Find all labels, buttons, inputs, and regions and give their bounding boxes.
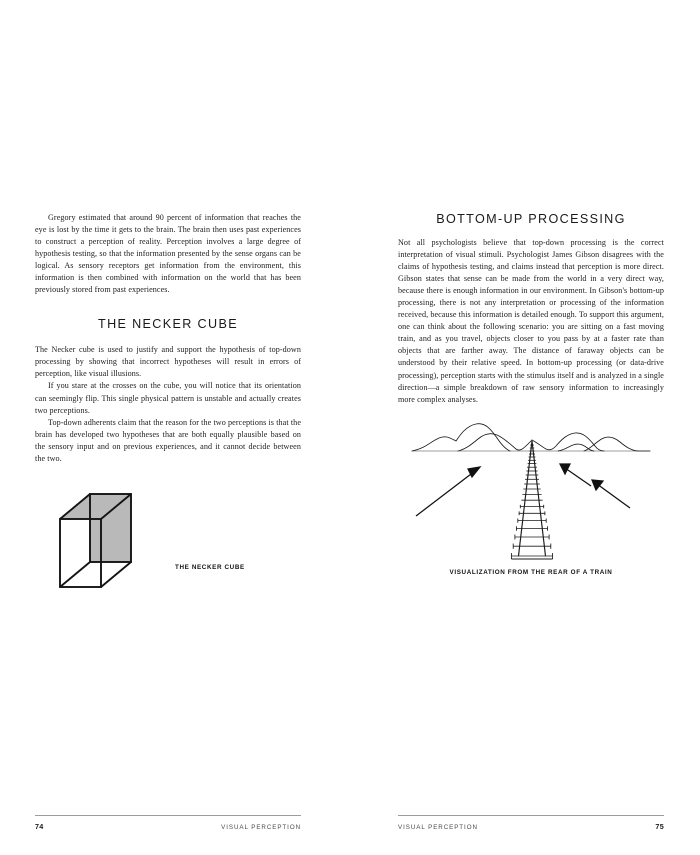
spacer bbox=[398, 226, 664, 237]
arrow-left-shaft bbox=[416, 471, 475, 516]
running-head-right: VISUAL PERCEPTION bbox=[398, 824, 478, 831]
spacer bbox=[35, 296, 301, 317]
arrow-upper-right-head bbox=[560, 464, 570, 474]
running-head-left: VISUAL PERCEPTION bbox=[221, 824, 301, 831]
figure-necker-cube bbox=[35, 483, 301, 595]
paragraph-bottom-up: Not all psychologists believe that top-down processing is the correct interpretation of visual stimuli. Psychologist James Gibson disagrees with the claims of hypothesis testing, and claims instead that perception is more direct. Gibson states that sense can be made from the world in a very direct way, because there is enough information in our environment. In Gibson's bottom-up processing, there is not any interpretation or processing of the information received, because this information is detailed enough. To support this argument, one can think about the following scenario: you are sitting on a fast moving train, and as you travel, objects closer to you pass by at a faster rate than objects that are farther away. The distance of faraway objects can be understood by their relative speed. In bottom-up processing (or data-drive processing), perception starts with the stimulus itself and is analyzed in a single direction—a simple breakdown of raw sensory information to increasingly more complex analyses. bbox=[398, 238, 664, 404]
right-page bbox=[350, 0, 700, 855]
figure-train-track bbox=[398, 416, 664, 578]
train-track-svg bbox=[398, 416, 664, 578]
right-page-footer bbox=[398, 815, 664, 855]
footer-rule bbox=[35, 815, 301, 816]
mountain-right bbox=[532, 433, 604, 451]
railway-track bbox=[511, 441, 552, 559]
mountain-right-inner bbox=[558, 444, 594, 451]
necker-cube-svg bbox=[35, 483, 301, 595]
section-heading-necker-cube: THE NECKER CUBE bbox=[98, 317, 238, 332]
footer-row bbox=[398, 822, 664, 831]
left-page-footer bbox=[35, 815, 301, 855]
left-page-text-column bbox=[35, 212, 301, 595]
paragraph-gregory-estimate: Gregory estimated that around 90 percent of information that reaches the eye is lost by the time it gets to the brain. The brain then uses past experiences to construct a perception of reality. Perception involves a large degree of hypothesis testing, so that the information presented by the sense organs can be logical. As sensory receptors get information from the environment, this information is then combined with information on the world that has been previously stored from past experiences. bbox=[35, 213, 301, 295]
page-number-right: 75 bbox=[655, 822, 664, 831]
right-page-text-column bbox=[398, 212, 664, 578]
paragraph-necker-flip: If you stare at the crosses on the cube, you will notice that its orientation can seemingly flip. This single physical pattern is unstable and actually creates two perceptions. bbox=[35, 381, 301, 415]
train-track-caption: VISUALIZATION FROM THE REAR OF A TRAIN bbox=[449, 568, 613, 576]
necker-cube-edge-bl bbox=[60, 562, 90, 587]
mountain-left bbox=[412, 423, 510, 450]
arrow-lower-right-head bbox=[592, 480, 603, 490]
necker-cube-caption: THE NECKER CUBE bbox=[175, 563, 245, 571]
paragraph-necker-intro: The Necker cube is used to justify and support the hypothesis of top-down processing by showing that incorrect hypotheses will result in errors of perception, like visual illusions. bbox=[35, 345, 301, 379]
arrow-lower-right-shaft bbox=[597, 484, 630, 508]
footer-row bbox=[35, 822, 301, 831]
arrow-upper-right-shaft bbox=[565, 468, 591, 486]
necker-cube-edge-br bbox=[101, 562, 131, 587]
paragraph-necker-topdown: Top-down adherents claim that the reason for the two perceptions is that the brain has developed two hypotheses that are both equally plausible based on the sensory input and on previous experiences, and it cannot decide between the two. bbox=[35, 417, 301, 463]
spacer bbox=[35, 331, 301, 344]
section-heading-bottom-up-processing: BOTTOM-UP PROCESSING bbox=[436, 212, 626, 226]
footer-rule bbox=[398, 815, 664, 816]
page-number-left: 74 bbox=[35, 822, 44, 831]
mountain-left-inner bbox=[458, 433, 532, 450]
track-bed bbox=[514, 442, 550, 556]
